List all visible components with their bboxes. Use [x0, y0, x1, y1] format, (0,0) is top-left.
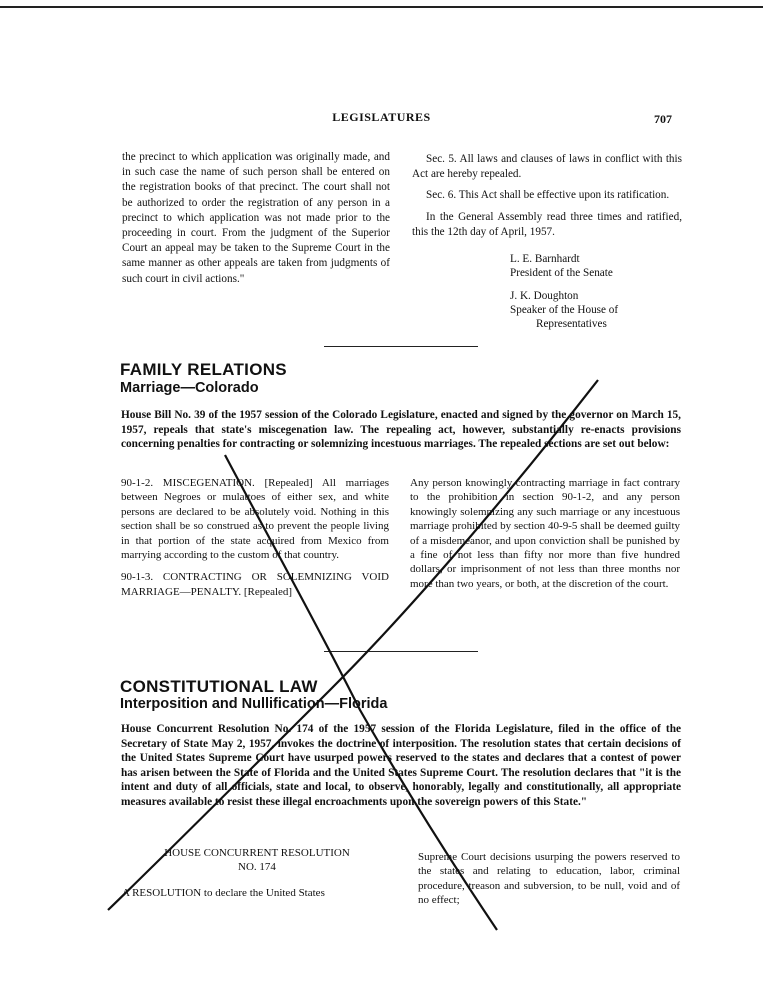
signer-name-1: L. E. Barnhardt [510, 253, 580, 265]
running-header: LEGISLATURES [332, 110, 431, 124]
statute-90-1-2: 90-1-2. MISCEGENATION. [Repealed] All marriages between Negroes or mulattoes of either sex, and white persons are declared to be absolutely void. Nothing in this section shall be so construed as to prevent the people living in that portion of the state acquired from Mexico from marrying according to the custom of that country. [121, 477, 389, 562]
strike-line-1 [108, 380, 598, 910]
signer-title-2a: Speaker of the House of [510, 304, 619, 316]
resolution-left-text: A RESOLUTION to declare the United States [122, 887, 325, 899]
family-summary: House Bill No. 39 of the 1957 session of the Colorado Legislature, enacted and signed by the governor on March 15, 1957, repeals that state's miscegenation law. The repealing act, however, substantially re-enacts provisions concerning penalties for contracting or solemnizing incestuous marriages. The repealed sections are set out below: [121, 409, 681, 450]
signer-title-2b: Representatives [536, 318, 607, 330]
section-5: Sec. 5. All laws and clauses of laws in conflict with this Act are hereby repealed. [412, 153, 682, 181]
statute-90-1-3: 90-1-3. CONTRACTING OR SOLEMNIZING VOID MARRIAGE—PENALTY. [Repealed] [121, 571, 389, 598]
resolution-title: HOUSE CONCURRENT RESOLUTION [164, 847, 350, 859]
signer-title-1: President of the Senate [510, 267, 613, 279]
constitutional-summary: House Concurrent Resolution No. 174 of the 1957 session of the Florida Legislature, filed in the office of the Secretary of State May 2, 1957, invokes the doctrine of interposition. The resolution states that certain decisions of the United States Supreme Court have usurped powers reserved to the states and declares that a contest of power has arisen between the State of Florida and the United States Supreme Court. The resolution declares that "it is the intent and duty of all officials, state and local, to observe, honorably, legally and constitutionally, all appropriate measures available to resist these illegal encroachments upon the sovereign powers of this State." [121, 723, 681, 808]
section-6: Sec. 6. This Act shall be effective upon its ratification. [426, 189, 670, 202]
page-number: 707 [654, 112, 672, 126]
section-title-family: FAMILY RELATIONS [120, 360, 287, 379]
signer-name-2: J. K. Doughton [510, 290, 579, 302]
section-subtitle-interposition: Interposition and Nullification—Florida [120, 696, 388, 712]
section-subtitle-marriage: Marriage—Colorado [120, 380, 259, 396]
resolution-number: NO. 174 [238, 861, 276, 874]
section-title-constitutional: CONSTITUTIONAL LAW [120, 677, 318, 696]
resolution-right-text: Supreme Court decisions usurping the powers reserved to the states and relating to education, labor, criminal procedure, treason and subversion, to be null, void and of no effect; [418, 851, 680, 907]
statute-90-1-3-text: Any person knowingly contracting marriage in fact contrary to the prohibition in section 90-1-2, and any person knowingly solemnizing any such marriage or any incestuous marriage prohibited by section 40-9-5 shall be deemed guilty of a misdemeanor, and upon conviction shall be punished by a fine of not less than fifty nor more than five hundred dollars, or imprisonment of not less than three months nor more than two years, or both, at the discretion of the court. [410, 477, 680, 590]
strike-line-2 [225, 455, 497, 930]
continued-paragraph: the precinct to which application was originally made, and in such case the name of such person shall be entered on the registration books of that precinct. The court shall not be authorized to order the registration of any person in a precinct to which application was not made prior to the proceeding in court. From the judgment of the Superior Court an appeal may be taken to the Supreme Court in the same manner as other appeals are taken from judgments of such court in civil actions." [122, 151, 390, 285]
ratification-line: In the General Assembly read three times and ratified, this the 12th day of April, 1957. [412, 210, 682, 238]
